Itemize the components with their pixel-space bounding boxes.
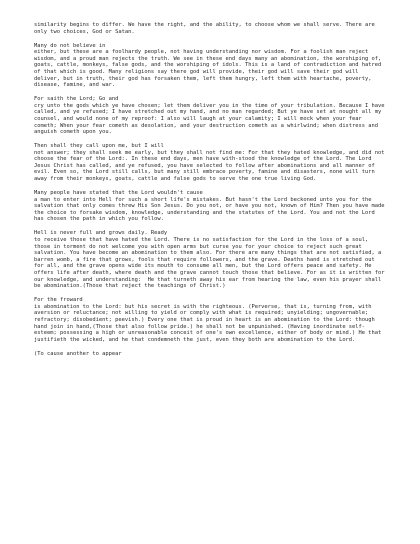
paragraph (34, 351, 386, 358)
text-line: Hell is never full and grows daily. Ready (34, 230, 168, 237)
text-line: For the froward (34, 297, 83, 304)
paragraph (34, 230, 386, 289)
text-line: not answer; they shall seek me early, but they shall not find me: For that they hated knowledge, and did not choose the fear of the Lord:. In these end days, men have with-stood the knowledge of the Lord. The Lord Jesus Christ has called, and ye refused, you have selected to follow after abominations and all manner of evil. Even so, the Lord still calls, but many still embrace poverty, famine and disasters, none will turn away from their monkeys, goats, cattle and false gods to serve the one true living God. (34, 149, 385, 183)
text-line: Many do not believe in (34, 42, 106, 49)
text-line: similarity begins to differ. We have the right, and the ability, to choose whom we shall serve. There are only two choices, God or Satan. (34, 22, 375, 35)
text-line: Many people have stated that the Lord wouldn't cause (34, 190, 203, 197)
text-line: (To cause another to appear (34, 350, 122, 357)
text-line: a man to enter into Hell for such a short life's mistakes. But hasn't the Lord beckoned unto you for the salvation that only comes threw His Son Jesus. Do you not, or have you not, known of Him? Then you have made the choice to forsake wisdom, knowledge, understanding and the statutes of the Lord. You and not the Lord has chosen the path in which you follow. (34, 196, 385, 223)
paragraph (34, 143, 386, 183)
paragraph (34, 190, 386, 223)
text-line: cry unto the gods which ye have chosen; let them deliver you in the time of your tribulation. Because I have called, and ye refused; I have stretched out my hand, and no man regarded; But ye have set at nought all my counsel, and would none of my reproof: I also will laugh at your calamity; I will mock when your fear cometh; When your fear cometh as desolation, and your destruction cometh as a whirlwind; when distress and anguish cometh upon you. (34, 102, 385, 136)
paragraph (34, 96, 386, 136)
text-line: Then shall they call upon me, but I will (34, 143, 164, 150)
text-line: to receive those that have hated the Lord. There is no satisfaction for the Lord in the loss of a soul, those in torment do not welcome you with open arms but curse you for your choice to reject such great salvation. You have become an abomination to them also. For there are many things that are not satisfied, a barren womb, a fire that grows, fools that require followers, and the grave. Deaths hand is stretched out for all, and the grave opens wide its mouth to consume all men, but the Lord offers peace and safety. He offers life after death, where death and the grave cannot touch those that believe. For as it is written for our knowledge, and understanding: He that turneth away his ear from hearing the law, even his prayer shall be abomination.(Those that reject the teachings of Christ.) (34, 236, 385, 290)
text-line: For saith the Lord; Go and (34, 96, 119, 103)
document-body (34, 22, 386, 357)
paragraph (34, 22, 386, 35)
text-line: is abomination to the Lord: but his secret is with the righteous. (Perverse, that is, turning from, with aversion or reluctance; not willing to yield or comply with what is required; unyielding; ungovernable; refractory; disobedient; peevish.) Every one that is proud in heart is an abomination to the Lord: though hand join in hand,(Those that also follow pride.) he shall not be unpunished. (Having inordinate self-esteem; possessing a high or unreasonable conceit of one's own excellence, either of body or mind.) He that justifieth the wicked, and he that condemneth the just, even they both are abomination to the Lord. (34, 303, 382, 343)
paragraph (34, 43, 386, 89)
paragraph (34, 297, 386, 343)
text-line: either, but these are a foolhardy people, not having understanding nor wisdom. For a foolish man reject wisdom, and a proud man rejects the truth. We see in these end days many an abomination, the worshiping of, goats, cattle, monkeys, false gods, and the worshiping of idols. This is a land of contradiction and hatred of that which is good. Many religions say there god will provide, their god will save their god will deliver, but in truth, their god has forsaken them, left them hungry, left them with heartache, poverty, disease, famine, and war. (34, 49, 382, 89)
